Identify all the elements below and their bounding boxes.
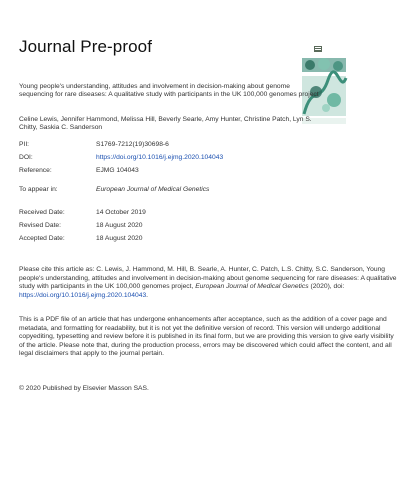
accepted-value: 18 August 2020 [96, 235, 143, 242]
revised-value: 18 August 2020 [96, 222, 143, 229]
received-label: Received Date: [19, 209, 65, 216]
to-appear-label: To appear in: [19, 186, 58, 193]
accepted-label: Accepted Date: [19, 235, 65, 242]
pii-value: S1769-7212(19)30698-6 [96, 141, 169, 148]
copyright-line: © 2020 Published by Elsevier Masson SAS. [19, 385, 149, 392]
journal-pre-proof-heading: Journal Pre-proof [19, 37, 153, 56]
citation-text: Please cite this article as: C. Lewis, J. Hammond, M. Hill, B. Searle, A. Hunter, C. Patch, L.S. Chitty, S.C. Sanderson, Young people's understanding, attitudes and involvement in decision-making about genome sequencing for rare diseases: A qualitative study with participants in the UK 100,000 genomes project, [19, 266, 397, 290]
citation-paragraph [19, 266, 397, 300]
citation-year-doi: (2020), doi: [310, 283, 345, 290]
article-title: Young people's understanding, attitudes and involvement in decision-making about genome sequencing for rare diseases: A qualitative study with participants in the UK 100,000 genomes project [19, 83, 319, 99]
reference-value: EJMG 104043 [96, 167, 139, 174]
received-value: 14 October 2019 [96, 209, 146, 216]
revised-label: Revised Date: [19, 222, 62, 229]
doi-link[interactable]: https://doi.org/10.1016/j.ejmg.2020.104043 [96, 154, 224, 161]
reference-label: Reference: [19, 167, 52, 174]
pii-label: PII: [19, 141, 30, 148]
citation-end: . [146, 291, 149, 299]
to-appear-journal: European Journal of Medical Genetics [96, 186, 210, 193]
citation-journal: European Journal of Medical Genetics [195, 283, 309, 290]
citation-doi-link[interactable]: https://doi.org/10.1016/j.ejmg.2020.104043 [19, 291, 147, 299]
doi-label: DOI: [19, 154, 33, 161]
article-authors: Celine Lewis, Jennifer Hammond, Melissa Hill, Beverly Searle, Amy Hunter, Christine Patch, Lyn S. Chitty, Saskia C. Sanderson [19, 116, 312, 132]
preproof-notice-paragraph: This is a PDF file of an article that has undergone enhancements after acceptance, such as the addition of a cover page and metadata, and formatting for readability, but it is not yet the definitive version of record. This version will undergo additional copyediting, typesetting and review before it is published in its final form, but we are providing this version to give early visibility of the article. Please note that, during the production process, errors may be discovered which could affect the content, and all legal disclaimers that apply to the journal pertain. [19, 316, 394, 357]
